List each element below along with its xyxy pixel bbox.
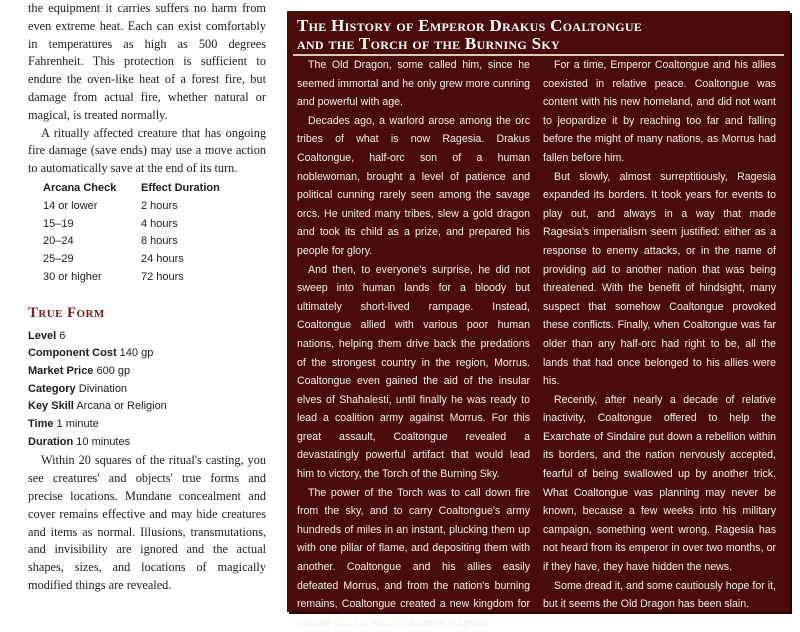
history-sidebar xyxy=(287,11,790,629)
table-row xyxy=(43,216,220,234)
stat-value: 6 xyxy=(59,329,66,342)
sidebar-paragraph: And then, to everyone's surprise, he did not sweep into human lands for a bloody but ultimately short-lived rampage. Instead, Coaltongue allied with various poor human nations, helping them drive back the predations of the strongest country in the region, Morrus. Coaltongue even gained the aid of the insular elves of Shahalesti, until finally he was ready to lead a coalition army against Morrus. For this great assault, Coaltongue revealed a devastatingly powerful artifact that would lead him to victory, the Torch of the Burning Sky. xyxy=(297,263,530,481)
stat-value: Divination xyxy=(78,382,128,395)
sidebar-left-column xyxy=(297,56,530,632)
table-header-row xyxy=(43,180,220,198)
sidebar-paragraph: Recently, after nearly a decade of relative inactivity, Coaltongue offered to help the Exarchate of Sindaire put down a rebellion within its borders, and the nation nervously accepted, fearful of being swallowed up by another trick. What Coaltongue was planning may never be known, because a few weeks into his military campaign, something went wrong. Ragesia has not heard from its emperor in over two months, or if they have, they have hidden the news. xyxy=(543,393,776,574)
stat-level xyxy=(28,328,266,346)
table-row xyxy=(43,198,220,216)
stat-label: Component Cost xyxy=(28,347,117,360)
intro-paragraph: the equipment it carries suffers no harm from even extreme heat. Each can exist comfortably in temperatures as high as 500 degrees Fahrenheit. This protection is sufficient to endure the oven-like heat of a forest fire, but damage from actual fire, whether natural or magical, is treated normally. xyxy=(28,1,266,122)
arcana-duration-table xyxy=(43,180,220,287)
sidebar-paragraph: The power of the Torch was to call down fire from the sky, and to carry Coaltongue's army hundreds of miles in an instant, plucking them up with one pillar of flame, and depositing them with another. Coaltongue and his allies easily defeated Morrus, and from the nation's burning remains, Coaltongue created a new kingdom for himself and his orcish followers: Ragesia. xyxy=(297,486,530,629)
ritual-description: Within 20 squares of the ritual's casting, you see creatures' and objects' true forms and precise locations. Mundane concealment and cover remains effective and may hide creatures and items as normal. Illusions, transmutations, and invisibility are ignored and the actual shapes, sizes, and locations of magically modified things are revealed. xyxy=(28,453,266,593)
stat-label: Level xyxy=(28,329,57,342)
ritual-heading: True Form xyxy=(28,304,105,321)
table-row xyxy=(43,251,220,269)
table-cell-check: 30 or higher xyxy=(43,270,102,283)
main-text-column xyxy=(28,0,266,619)
stat-key-skill xyxy=(28,398,266,416)
sidebar-paragraph: But slowly, almost surreptitiously, Ragesia expanded its borders. It took years for events to play out, and always in a way that made Ragesia's imperialism seem justified: either as a response to enemy attacks, or in the name of providing aid to another nation that was being threatened. With the benefit of hindsight, many suspect that somehow Coaltongue provoked these conflicts. Finally, when Coaltongue was far older than any half-orc had right to be, all the lands that had once belonged to his allies were his. xyxy=(543,170,776,388)
table-cell-duration: 24 hours xyxy=(141,253,184,266)
fire-damage-paragraph: A ritually affected creature that has ongoing fire damage (save ends) may use a move action to automatically save at the end of its turn. xyxy=(28,125,266,176)
stat-market-price xyxy=(28,363,266,381)
sidebar-paragraph: Some dread it, and some cautiously hope for it, but it seems the Old Dragon has been slain. xyxy=(543,579,776,611)
sidebar-title-line1: The History of Emperor Drakus Coaltongue xyxy=(297,16,643,35)
stat-component-cost xyxy=(28,345,266,363)
table-header-effect-duration: Effect Duration xyxy=(141,181,220,194)
sidebar-paragraph: Decades ago, a warlord arose among the orc tribes of what is now Ragesia. Drakus Coaltongue, half-orc son of a human noblewoman, brought a level of patience and political cunning rarely seen among the savage orcs. He united many tribes, slew a gold dragon and took its child as a prize, and prepared his people for glory. xyxy=(297,114,530,257)
stat-value: Arcana or Religion xyxy=(76,400,167,413)
stat-label: Time xyxy=(28,418,54,431)
table-header-arcana-check: Arcana Check xyxy=(43,181,117,194)
stat-label: Market Price xyxy=(28,364,94,377)
stat-value: 140 gp xyxy=(119,347,154,360)
stat-label: Duration xyxy=(28,435,74,448)
sidebar-title xyxy=(297,17,787,53)
table-cell-duration: 4 hours xyxy=(141,217,178,230)
sidebar-right-column xyxy=(543,56,776,614)
table-cell-check: 14 or lower xyxy=(43,199,98,212)
table-cell-duration: 8 hours xyxy=(141,235,178,248)
stat-label: Key Skill xyxy=(28,400,74,413)
stat-label: Category xyxy=(28,382,76,395)
table-row xyxy=(43,233,220,251)
table-cell-check: 25–29 xyxy=(43,253,74,266)
stat-duration xyxy=(28,434,266,452)
table-cell-duration: 2 hours xyxy=(141,199,178,212)
stat-value: 10 minutes xyxy=(76,435,131,448)
stat-value: 1 minute xyxy=(56,418,99,431)
sidebar-paragraph: For a time, Emperor Coaltongue and his allies coexisted in relative peace. Coaltongue was content with his new homeland, and did not want to jeopardize it by reaching too far and falling before the might of many nations, as Morrus had fallen before him. xyxy=(543,59,776,164)
table-row xyxy=(43,269,220,287)
stat-value: 600 gp xyxy=(96,364,131,377)
table-cell-check: 20–24 xyxy=(43,235,74,248)
table-cell-check: 15–19 xyxy=(43,217,74,230)
table-cell-duration: 72 hours xyxy=(141,270,184,283)
stat-time xyxy=(28,416,266,434)
sidebar-paragraph: The Old Dragon, some called him, since he seemed immortal and he only grew more cunning and powerful with age. xyxy=(297,59,530,109)
sidebar-title-line2: and the Torch of the Burning Sky xyxy=(297,34,560,53)
stat-category xyxy=(28,381,266,399)
